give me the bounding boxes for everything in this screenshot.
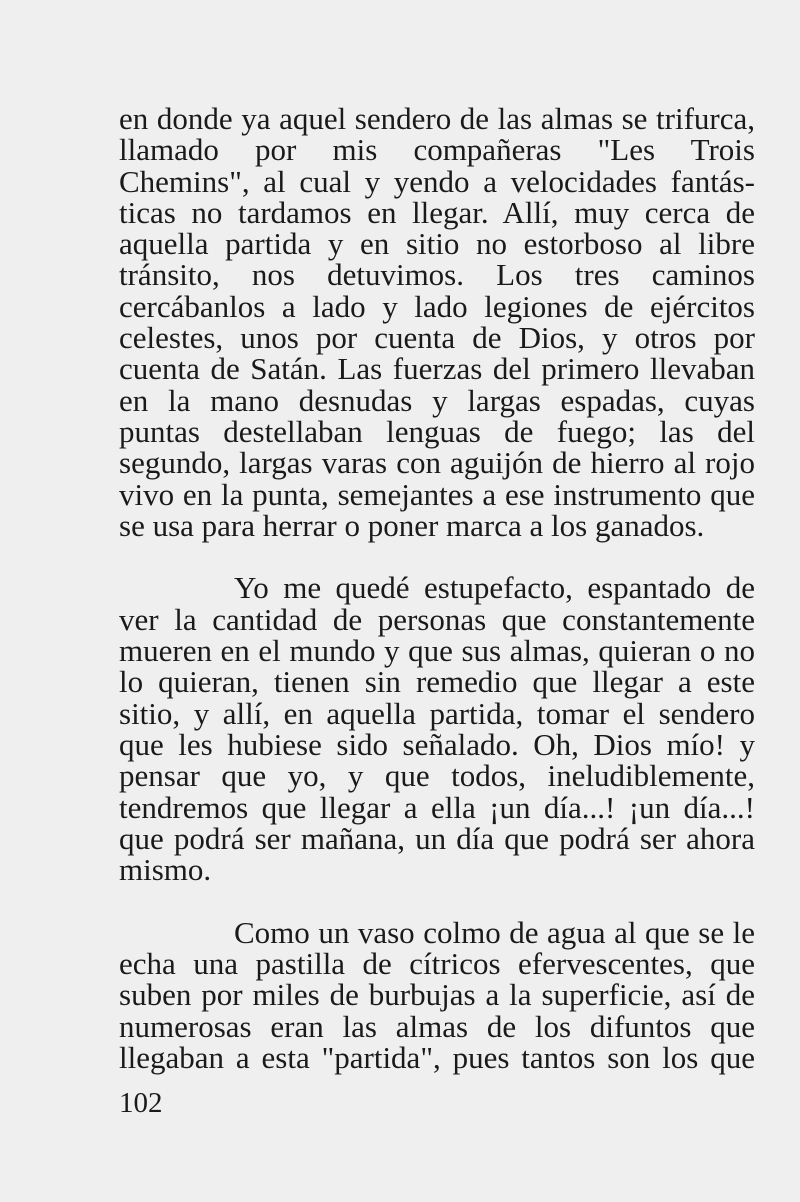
- text-line: en donde ya aquel sendero de las almas se trifurca,: [119, 101, 755, 136]
- paragraph: [119, 570, 755, 888]
- text-line: tendremos que llegar a ella ¡un día...! ¡un día...!: [119, 789, 755, 825]
- text-line: sitio, y allí, en aquella partida, tomar el sendero: [119, 695, 755, 731]
- text-line: numerosas eran las almas de los difuntos que: [119, 1008, 755, 1044]
- text-line: celestes, unos por cuenta de Dios, y otros por: [119, 320, 755, 356]
- text-line: llegaban a esta "partida", pues tantos son los que: [119, 1039, 755, 1075]
- body-text: [119, 103, 755, 1073]
- text-line: mueren en el mundo y que sus almas, quieran o no: [119, 633, 755, 669]
- text-line: ver la cantidad de personas que constantemente: [119, 601, 755, 637]
- text-line: en la mano desnudas y largas espadas, cuyas: [119, 382, 755, 418]
- text-line: tránsito, nos detuvimos. Los tres caminos: [119, 257, 755, 293]
- paragraph: [119, 103, 755, 541]
- text-line: lo quieran, tienen sin remedio que llegar a este: [119, 664, 755, 700]
- text-line: segundo, largas varas con aguijón de hierro al rojo: [119, 445, 755, 481]
- text-line: ticas no tardamos en llegar. Allí, muy cerca de: [119, 194, 755, 230]
- text-line: vivo en la punta, semejantes a ese instrumento que: [119, 476, 755, 512]
- paragraph-gap: [119, 541, 755, 572]
- text-line: cuenta de Satán. Las fuerzas del primero llevaban: [119, 351, 755, 387]
- text-line: suben por miles de burbujas a la superficie, así de: [119, 977, 755, 1013]
- paragraph-gap: [119, 885, 755, 916]
- page-number: 102: [119, 1087, 163, 1119]
- text-line: echa una pastilla de cítricos efervescentes, que: [119, 946, 755, 982]
- text-line: que les hubiese sido señalado. Oh, Dios mío! y: [119, 726, 755, 762]
- text-line: cercábanlos a lado y lado legiones de ejércitos: [119, 288, 755, 324]
- text-line: aquella partida y en sitio no estorboso al libre: [119, 226, 755, 262]
- text-line: pensar que yo, y que todos, ineludiblemente,: [119, 758, 755, 794]
- text-line: que podrá ser mañana, un día que podrá ser ahora: [119, 820, 755, 856]
- paragraph: [119, 914, 755, 1075]
- text-line: Chemins", al cual y yendo a velocidades fantás-: [119, 163, 755, 199]
- text-line: mismo.: [119, 852, 212, 888]
- text-line: Como un vaso colmo de agua al que se le: [234, 914, 755, 950]
- text-line: llamado por mis compañeras "Les Trois: [119, 132, 755, 168]
- text-line: puntas destellaban lenguas de fuego; las del: [119, 413, 755, 449]
- text-line: se usa para herrar o poner marca a los ganados.: [119, 507, 705, 543]
- text-line: Yo me quedé estupefacto, espantado de: [234, 570, 755, 606]
